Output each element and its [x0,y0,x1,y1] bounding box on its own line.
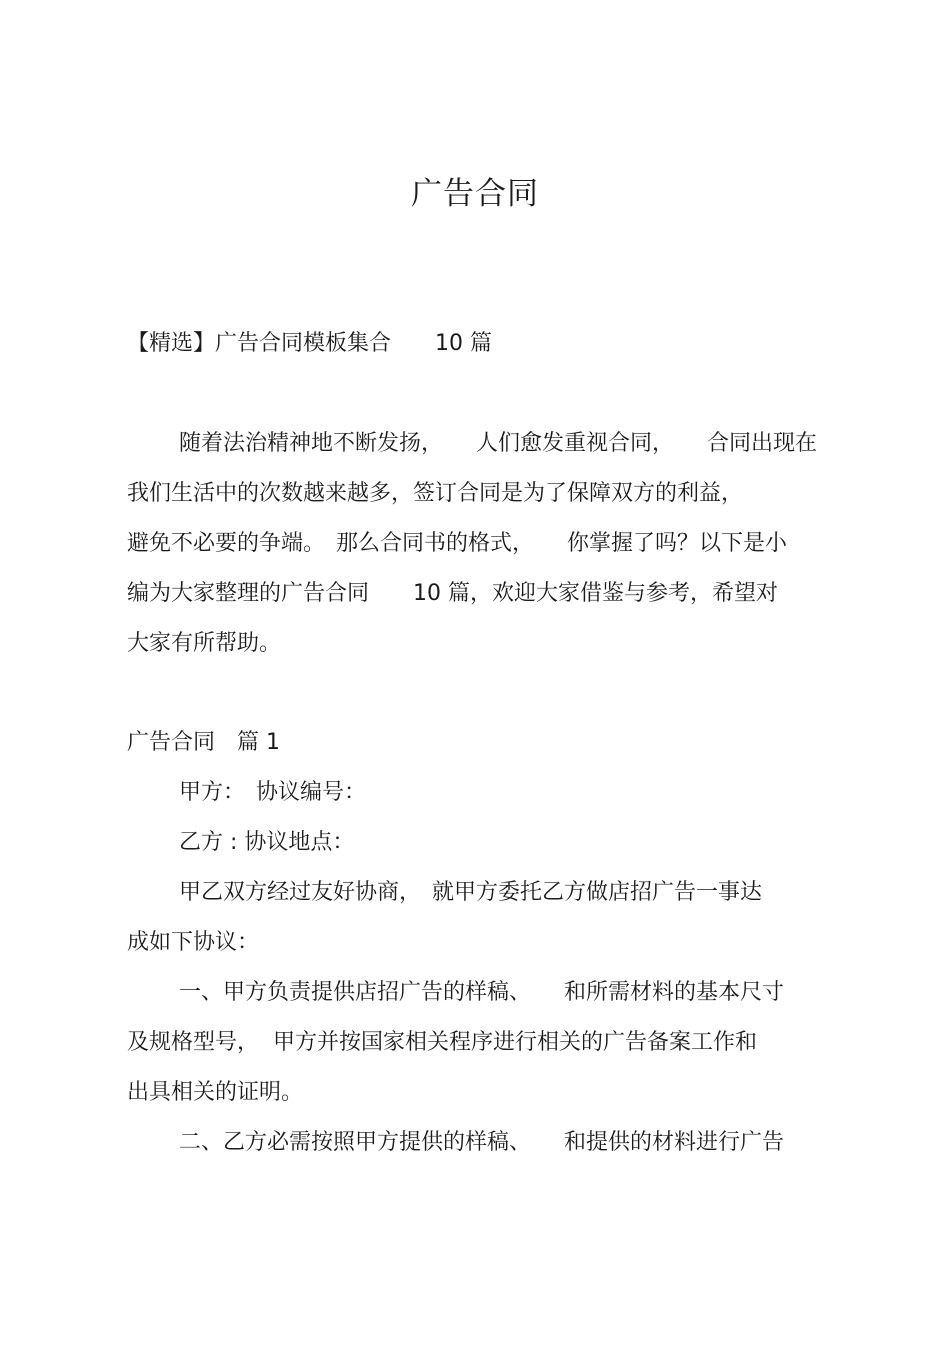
party-a-line: 甲方： 协议编号： [179,780,367,805]
intro-line-5: 大家有所帮助。 [127,631,282,656]
document-subtitle: 【精选】广告合同模板集合 10 篇 [127,331,492,356]
body-line-1: 甲乙双方经过友好协商， 就甲方委托乙方做店招广告一事达 [179,880,763,905]
body-line-3: 一、甲方负责提供店招广告的样稿、 和所需材料的基本尺寸 [179,980,785,1005]
body-line-4: 及规格型号， 甲方并按国家相关程序进行相关的广告备案工作和 [127,1030,757,1055]
intro-line-3: 避免不必要的争端。 那么合同书的格式， 你掌握了吗？以下是小 [127,531,788,556]
intro-line-4: 编为大家整理的广告合同 10 篇，欢迎大家借鉴与参考，希望对 [127,581,778,606]
body-line-2: 成如下协议： [127,930,260,955]
section-heading: 广告合同 篇 1 [127,730,280,755]
body-line-6: 二、乙方必需按照甲方提供的样稿、 和提供的材料进行广告 [179,1130,785,1155]
intro-line-2: 我们生活中的次数越来越多，签订合同是为了保障双方的利益， [127,481,744,506]
document-title: 广告合同 [411,176,539,212]
body-line-5: 出具相关的证明。 [127,1080,304,1105]
party-b-line: 乙方 : 协议地点： [179,830,355,855]
intro-line-1: 随着法治精神地不断发扬， 人们愈发重视合同， 合同出现在 [179,431,818,456]
